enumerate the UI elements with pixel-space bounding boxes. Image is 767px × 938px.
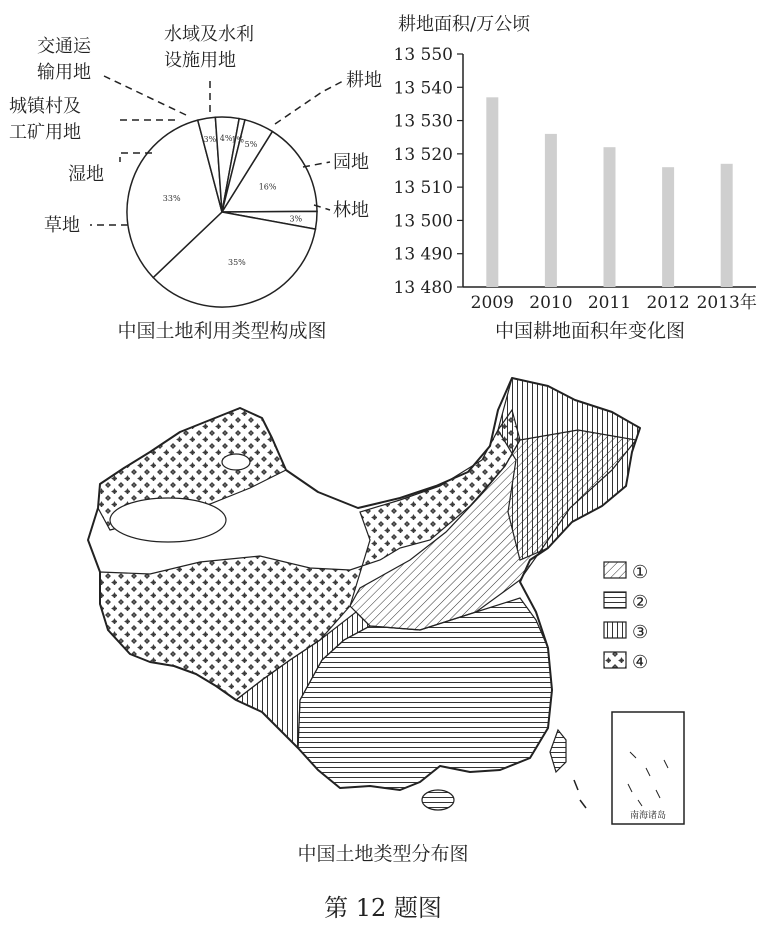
legend-label-4: ④ [632, 652, 649, 673]
bar-xtick-label: 2010 [529, 293, 573, 313]
map-hainan [422, 790, 454, 810]
bar [545, 134, 557, 287]
pie-label-orchard: 园地 [333, 152, 369, 173]
cropland-bar-chart [394, 45, 757, 313]
bar-xtick-label: 2009 [470, 293, 514, 313]
bar-ylabel: 耕地面积/万公顷 [398, 14, 531, 35]
pie-label-grassland: 草地 [44, 215, 80, 236]
pie-label-cropland: 耕地 [346, 70, 382, 91]
pie-label-water-1: 水域及水利 [164, 24, 254, 45]
map-basin-small [222, 454, 250, 470]
map-inset [612, 712, 684, 824]
figure-title: 第 12 题图 [324, 894, 442, 922]
pie-label-urban-1: 城镇村及 [9, 96, 81, 117]
pie-value-label: 1% [231, 135, 245, 145]
map-legend [604, 562, 648, 673]
legend-swatch-1 [604, 562, 626, 578]
legend-swatch-4 [604, 652, 626, 668]
bar [721, 164, 733, 287]
pie-value-label: 3% [289, 214, 303, 224]
legend-swatch-2 [604, 592, 626, 608]
pie-label-transport-2: 输用地 [37, 62, 91, 83]
bar-ytick-label: 13 510 [393, 178, 453, 199]
map-taiwan [550, 730, 566, 772]
pie-caption: 中国土地利用类型构成图 [117, 320, 327, 342]
map-inset-label: 南海诸岛 [629, 811, 667, 821]
map-basin [110, 498, 226, 542]
pie-label-urban-2: 工矿用地 [9, 122, 81, 143]
bar-ytick-label: 13 500 [393, 211, 453, 232]
pie-value-label: 35% [228, 258, 246, 268]
legend-swatch-3 [604, 622, 626, 638]
bar-ytick-label: 13 520 [393, 144, 453, 165]
bar [486, 97, 498, 287]
pie-value-label: 5% [244, 139, 258, 149]
bar [604, 147, 616, 287]
bar-ytick-label: 13 530 [393, 111, 453, 132]
map-caption: 中国土地类型分布图 [297, 843, 469, 865]
pie-value-label: 33% [162, 193, 181, 203]
bar-ytick-label: 13 480 [393, 278, 453, 298]
legend-label-2: ② [632, 592, 649, 613]
map-dashes [574, 780, 586, 808]
pie-value-label: 4% [219, 134, 233, 143]
bar-xtick-label: 2013年 [696, 293, 757, 313]
pie-label-wetland: 湿地 [68, 164, 104, 185]
pie-label-water-2: 设施用地 [164, 50, 236, 71]
pie-label-forest: 林地 [333, 200, 369, 221]
bar-xtick-label: 2012 [646, 293, 690, 313]
bar-ytick-label: 13 550 [393, 45, 453, 65]
bar-caption: 中国耕地面积年变化图 [494, 320, 686, 342]
china-land-type-map [88, 378, 684, 824]
pie-value-label: 3% [203, 134, 217, 144]
legend-label-1: ① [632, 562, 649, 583]
bar-ytick-label: 13 540 [393, 78, 453, 99]
pie-value-label: 16% [258, 182, 277, 192]
pie-label-transport-1: 交通运 [37, 36, 91, 57]
legend-label-3: ③ [632, 622, 649, 643]
land-use-pie-chart [127, 117, 317, 307]
bar [662, 167, 674, 287]
bar-ytick-label: 13 490 [393, 244, 453, 265]
bar-xtick-label: 2011 [587, 293, 632, 313]
